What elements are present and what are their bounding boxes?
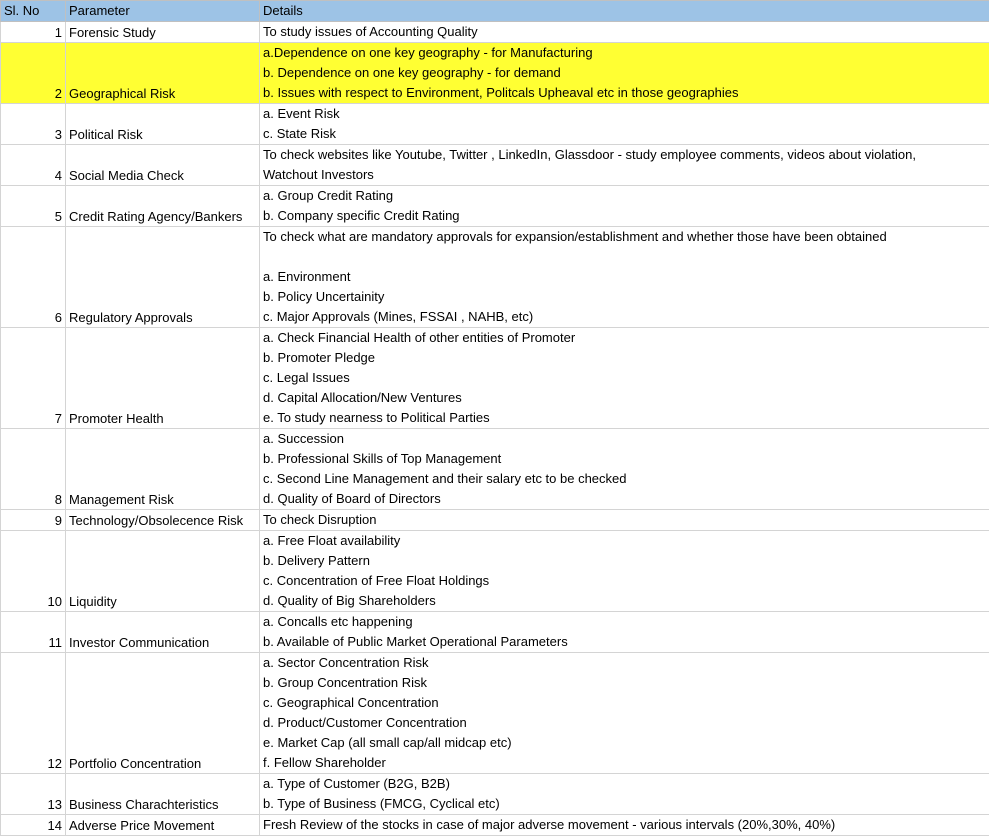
- detail-line: To check Disruption: [263, 510, 986, 530]
- table-row: [1, 815, 989, 836]
- sl-no-value: 4: [55, 168, 62, 183]
- detail-line: c. Legal Issues: [263, 368, 986, 388]
- cell-details[interactable]: [260, 186, 989, 227]
- detail-line: d. Quality of Board of Directors: [263, 489, 986, 509]
- cell-details[interactable]: [260, 653, 989, 774]
- cell-sl-no[interactable]: [1, 510, 66, 531]
- cell-parameter[interactable]: [66, 104, 260, 145]
- header-sl-no[interactable]: Sl. No: [1, 1, 66, 22]
- table-row: [1, 22, 989, 43]
- parameter-value: Liquidity: [69, 594, 117, 609]
- parameter-value: Regulatory Approvals: [69, 310, 193, 325]
- detail-line: d. Capital Allocation/New Ventures: [263, 388, 986, 408]
- table-row: [1, 227, 989, 328]
- detail-line: a. Event Risk: [263, 104, 986, 124]
- cell-sl-no[interactable]: [1, 328, 66, 429]
- cell-parameter[interactable]: [66, 429, 260, 510]
- detail-line: e. To study nearness to Political Parties: [263, 408, 986, 428]
- detail-line: d. Product/Customer Concentration: [263, 713, 986, 733]
- cell-details[interactable]: [260, 774, 989, 815]
- parameter-value: Geographical Risk: [69, 86, 175, 101]
- cell-sl-no[interactable]: [1, 774, 66, 815]
- cell-sl-no[interactable]: [1, 429, 66, 510]
- detail-line: c. State Risk: [263, 124, 986, 144]
- sl-no-value: 3: [55, 127, 62, 142]
- detail-line: b. Issues with respect to Environment, Politcals Upheaval etc in those geographies: [263, 83, 986, 103]
- cell-sl-no[interactable]: [1, 612, 66, 653]
- cell-parameter[interactable]: [66, 145, 260, 186]
- detail-line: b. Dependence on one key geography - for demand: [263, 63, 986, 83]
- cell-parameter[interactable]: [66, 510, 260, 531]
- table-row: [1, 145, 989, 186]
- cell-sl-no[interactable]: [1, 186, 66, 227]
- parameter-value: Business Charachteristics: [69, 797, 219, 812]
- sl-no-value: 9: [55, 513, 62, 528]
- detail-line: To check websites like Youtube, Twitter , LinkedIn, Glassdoor - study employee comments, videos about violation,: [263, 145, 986, 165]
- table-row: [1, 429, 989, 510]
- detail-line: a. Type of Customer (B2G, B2B): [263, 774, 986, 794]
- cell-details[interactable]: [260, 612, 989, 653]
- detail-line: b. Delivery Pattern: [263, 551, 986, 571]
- header-details[interactable]: Details: [260, 1, 989, 22]
- sl-no-value: 5: [55, 209, 62, 224]
- detail-line: a.Dependence on one key geography - for Manufacturing: [263, 43, 986, 63]
- cell-parameter[interactable]: [66, 328, 260, 429]
- sl-no-value: 12: [48, 756, 62, 771]
- sl-no-value: 11: [49, 635, 63, 650]
- table-row: [1, 774, 989, 815]
- cell-parameter[interactable]: [66, 227, 260, 328]
- detail-line: c. Concentration of Free Float Holdings: [263, 571, 986, 591]
- cell-details[interactable]: [260, 429, 989, 510]
- header-row: [1, 1, 989, 22]
- parameter-value: Adverse Price Movement: [69, 818, 214, 833]
- detail-line: c. Major Approvals (Mines, FSSAI , NAHB, etc): [263, 307, 986, 327]
- detail-line: b. Company specific Credit Rating: [263, 206, 986, 226]
- cell-sl-no[interactable]: [1, 531, 66, 612]
- cell-details[interactable]: [260, 145, 989, 186]
- cell-sl-no[interactable]: [1, 227, 66, 328]
- cell-details[interactable]: [260, 22, 989, 43]
- sl-no-value: 2: [55, 86, 62, 101]
- detail-line: a. Group Credit Rating: [263, 186, 986, 206]
- cell-details[interactable]: [260, 815, 989, 836]
- parameter-value: Political Risk: [69, 127, 143, 142]
- cell-details[interactable]: [260, 104, 989, 145]
- table-row: [1, 43, 989, 104]
- parameter-value: Investor Communication: [69, 635, 209, 650]
- cell-details[interactable]: [260, 43, 989, 104]
- detail-line: b. Policy Uncertainity: [263, 287, 986, 307]
- cell-parameter[interactable]: [66, 612, 260, 653]
- cell-details[interactable]: [260, 328, 989, 429]
- detail-line: Fresh Review of the stocks in case of major adverse movement - various intervals (20%,30%, 40%): [263, 815, 986, 835]
- parameter-value: Social Media Check: [69, 168, 184, 183]
- sl-no-value: 10: [48, 594, 62, 609]
- cell-sl-no[interactable]: [1, 104, 66, 145]
- cell-details[interactable]: [260, 510, 989, 531]
- cell-sl-no[interactable]: [1, 22, 66, 43]
- table-row: [1, 653, 989, 774]
- sl-no-value: 6: [55, 310, 62, 325]
- detail-line: f. Fellow Shareholder: [263, 753, 986, 773]
- header-parameter[interactable]: Parameter: [66, 1, 260, 22]
- detail-line: b. Available of Public Market Operational Parameters: [263, 632, 986, 652]
- cell-parameter[interactable]: [66, 815, 260, 836]
- detail-line: b. Group Concentration Risk: [263, 673, 986, 693]
- detail-line: To study issues of Accounting Quality: [263, 22, 986, 42]
- detail-line: a. Concalls etc happening: [263, 612, 986, 632]
- sl-no-value: 7: [55, 411, 62, 426]
- cell-parameter[interactable]: [66, 186, 260, 227]
- cell-parameter[interactable]: [66, 43, 260, 104]
- cell-sl-no[interactable]: [1, 815, 66, 836]
- parameter-value: Forensic Study: [69, 25, 156, 40]
- cell-parameter[interactable]: [66, 653, 260, 774]
- detail-line: d. Quality of Big Shareholders: [263, 591, 986, 611]
- detail-line: a. Free Float availability: [263, 531, 986, 551]
- detail-line: b. Promoter Pledge: [263, 348, 986, 368]
- detail-line: To check what are mandatory approvals for expansion/establishment and whether those have been obtained: [263, 227, 986, 247]
- sl-no-value: 14: [48, 818, 62, 833]
- detail-line: a. Environment: [263, 267, 986, 287]
- table-row: [1, 328, 989, 429]
- detail-line: b. Professional Skills of Top Management: [263, 449, 986, 469]
- table-row: [1, 612, 989, 653]
- parameter-value: Portfolio Concentration: [69, 756, 201, 771]
- detail-line: a. Check Financial Health of other entities of Promoter: [263, 328, 986, 348]
- table-row: [1, 104, 989, 145]
- detail-line: e. Market Cap (all small cap/all midcap etc): [263, 733, 986, 753]
- detail-line: [263, 247, 986, 267]
- detail-line: c. Geographical Concentration: [263, 693, 986, 713]
- cell-details[interactable]: [260, 227, 989, 328]
- table-row: [1, 510, 989, 531]
- detail-line: a. Succession: [263, 429, 986, 449]
- cell-sl-no[interactable]: [1, 653, 66, 774]
- sl-no-value: 1: [55, 25, 62, 40]
- sl-no-value: 8: [55, 492, 62, 507]
- detail-line: a. Sector Concentration Risk: [263, 653, 986, 673]
- table-row: [1, 186, 989, 227]
- detail-line: c. Second Line Management and their salary etc to be checked: [263, 469, 986, 489]
- cell-parameter[interactable]: [66, 531, 260, 612]
- cell-parameter[interactable]: [66, 774, 260, 815]
- parameter-value: Technology/Obsolecence Risk: [69, 513, 243, 528]
- table-row: [1, 531, 989, 612]
- detail-line: b. Type of Business (FMCG, Cyclical etc): [263, 794, 986, 814]
- parameter-value: Promoter Health: [69, 411, 164, 426]
- sl-no-value: 13: [48, 797, 62, 812]
- parameter-value: Management Risk: [69, 492, 174, 507]
- cell-sl-no[interactable]: [1, 145, 66, 186]
- cell-parameter[interactable]: [66, 22, 260, 43]
- cell-details[interactable]: [260, 531, 989, 612]
- cell-sl-no[interactable]: [1, 43, 66, 104]
- parameter-value: Credit Rating Agency/Bankers: [69, 209, 242, 224]
- detail-line: Watchout Investors: [263, 165, 986, 185]
